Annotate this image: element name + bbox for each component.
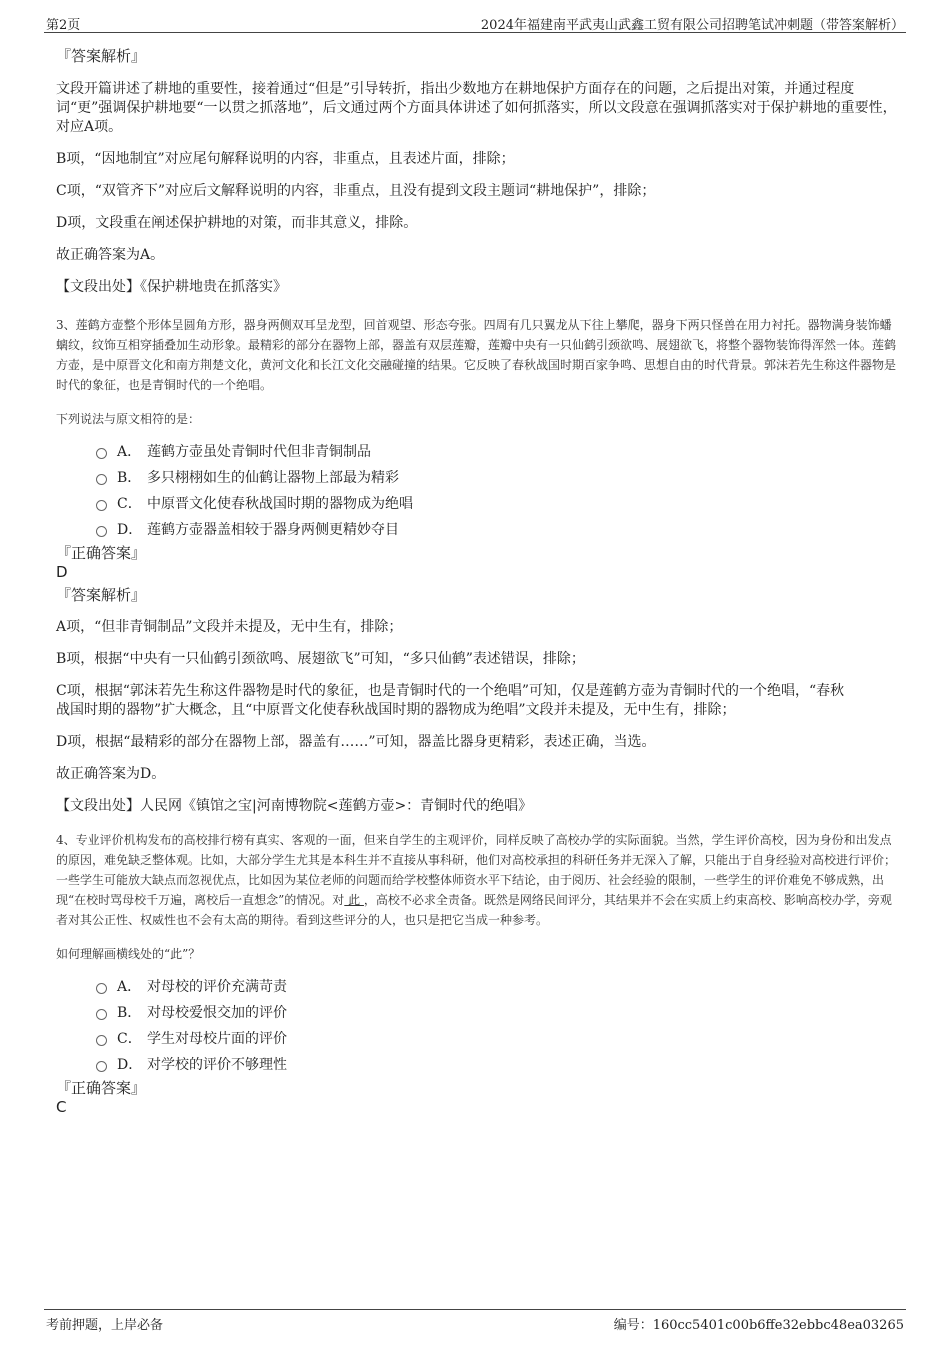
analysis-label: 『答案解析』 (56, 47, 147, 65)
page-number: 第2页 (46, 18, 81, 33)
question-4-options (96, 974, 901, 1078)
page-footer (44, 1309, 906, 1334)
option-b[interactable]: B． 多只栩栩如生的仙鹤让器物上部最为精彩 (96, 465, 901, 491)
option-d[interactable]: D． 莲鹤方壶器盖相较于器身两侧更精妙夺目 (96, 517, 901, 543)
question-4-text: 4、专业评价机构发布的高校排行榜有真实、客观的一面，但来自学生的主观评价，同样反映了高校办学的实际面貌。当然，学生评价高校，因为身份和出发点的原因，难免缺乏整体观。比如，大部分学生尤其是本科生并不直接从事科研，他们对高校承担的科研任务并无深入了解，只能出于自身经验对高校进行评价；一些学生可能放大缺点而忽视优点，比如因为某位老师的问题而给学校整体师资水平下结论，由于阅历、社会经验的限制，一些学生的评价难免不够成熟，出现“在校时骂母校千万遍，离校后一直想念”的情况。对 此 ，高校不必求全责备。既然是网络民间评分，其结果并不会在实质上约束高校、影响高校办学，旁观者对其公正性、权威性也不会有太高的期待。看到这些评分的人，也只是把它当成一种参考。 (56, 833, 897, 927)
question-4-prompt: 如何理解画横线处的“此”？ (56, 947, 201, 961)
underlined-word: 此 (344, 893, 364, 907)
radio-icon[interactable] (96, 526, 107, 537)
analysis-paragraph: 文段开篇讲述了耕地的重要性，接着通过“但是”引导转折，指出少数地方在耕地保护方面存在的问题，之后提出对策，并通过程度词“更”强调保护耕地要“一以贯之抓落地”，后文通过两个方面具体讲述了如何抓落实，所以文段意在强调抓落实对于保护耕地的重要性，对应A项。 (56, 81, 897, 135)
radio-icon[interactable] (96, 474, 107, 485)
radio-icon[interactable] (96, 983, 107, 994)
analysis-label: 『答案解析』 (56, 586, 147, 604)
option-b[interactable]: B． 对母校爱恨交加的评价 (96, 1000, 901, 1026)
question-3-text: 3、莲鹤方壶整个形体呈圆角方形，器身两侧双耳呈龙型，回首观望、形态夸张。四周有几只翼龙从下往上攀爬，器身下两只怪兽在用力衬托。器物满身装饰蟠螭纹，纹饰互相穿插叠加生动形象。最精彩的部分在器物上部，器盖有双层莲瓣，莲瓣中央有一只仙鹤引颈欲鸣、展翅欲飞，将整个器物装饰得浑然一体。莲鹤方壶，是中原晋文化和南方荆楚文化，黄河文化和长江文化交融碰撞的结果。它反映了春秋战国时期百家争鸣、思想自由的时代背景。郭沫若先生称这件器物是时代的象征，也是青铜时代的一个绝唱。 (56, 318, 897, 392)
analysis-option-b: B项，根据“中央有一只仙鹤引颈欲鸣、展翅欲飞”可知，“多只仙鹤”表述错误，排除； (56, 651, 585, 667)
radio-icon[interactable] (96, 500, 107, 511)
option-c[interactable]: C． 学生对母校片面的评价 (96, 1026, 901, 1052)
radio-icon[interactable] (96, 448, 107, 459)
radio-icon[interactable] (96, 1009, 107, 1020)
source-citation: 【文段出处】人民网《镇馆之宝|河南博物院<莲鹤方壶>：青铜时代的绝唱》 (56, 798, 533, 814)
page-header (44, 12, 906, 33)
correct-answer-label: 『正确答案』 (56, 544, 147, 562)
question-3-prompt: 下列说法与原文相符的是： (56, 412, 201, 426)
page-content (56, 46, 901, 1120)
option-a[interactable]: A． 莲鹤方壶虽处青铜时代但非青铜制品 (96, 439, 901, 465)
source-citation: 【文段出处】《保护耕地贵在抓落实》 (56, 279, 287, 295)
question-3-options (96, 439, 901, 543)
option-a[interactable]: A． 对母校的评价充满苛责 (96, 974, 901, 1000)
option-d[interactable]: D． 对学校的评价不够理性 (96, 1052, 901, 1078)
analysis-option-d: D项，根据“最精彩的部分在器物上部，器盖有……”可知，器盖比器身更精彩，表述正确，当选。 (56, 734, 656, 750)
analysis-option-b: B项，“因地制宜”对应尾句解释说明的内容，非重点，且表述片面，排除； (56, 151, 515, 167)
option-c[interactable]: C． 中原晋文化使春秋战国时期的器物成为绝唱 (96, 491, 901, 517)
radio-icon[interactable] (96, 1035, 107, 1046)
analysis-conclusion: 故正确答案为D。 (56, 766, 166, 782)
correct-answer: D (56, 563, 68, 581)
analysis-option-c: C项，“双管齐下”对应后文解释说明的内容，非重点，且没有提到文段主题词“耕地保护”，排除； (56, 183, 656, 199)
correct-answer: C (56, 1098, 67, 1116)
footer-slogan: 考前押题，上岸必备 (46, 1318, 164, 1333)
radio-icon[interactable] (96, 1061, 107, 1072)
analysis-option-c: C项，根据“郭沫若先生称这件器物是时代的象征，也是青铜时代的一个绝唱”可知，仅是莲鹤方壶为青铜时代的一个绝唱，“春秋战国时期的器物”扩大概念，且“中原晋文化使春秋战国时期的器物成为绝唱”文段并未提及，无中生有，排除； (56, 683, 845, 718)
document-title: 2024年福建南平武夷山武鑫工贸有限公司招聘笔试冲刺题（带答案解析） (480, 18, 904, 33)
analysis-conclusion: 故正确答案为A。 (56, 247, 165, 263)
correct-answer-label: 『正确答案』 (56, 1079, 147, 1097)
analysis-option-d: D项，文段重在阐述保护耕地的对策，而非其意义，排除。 (56, 215, 418, 231)
analysis-option-a: A项，“但非青铜制品”文段并未提及，无中生有，排除； (56, 619, 403, 635)
document-id: 编号：160cc5401c00b6ffe32ebbc48ea03265 (613, 1318, 904, 1333)
